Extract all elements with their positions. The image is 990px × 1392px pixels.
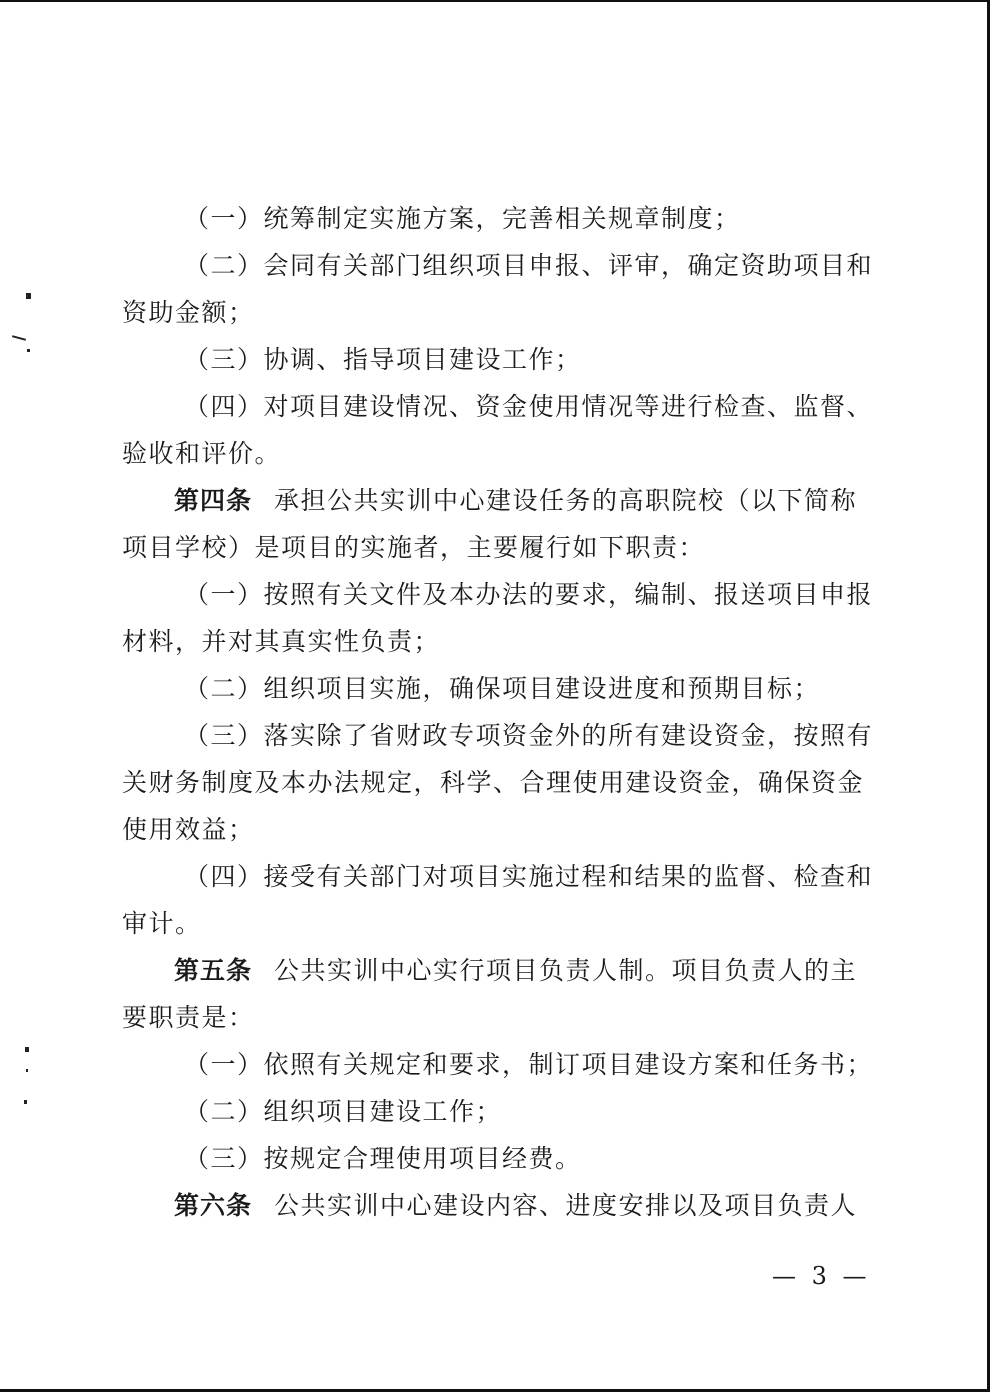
text-line: 材料，并对其真实性负责； (122, 627, 441, 656)
text-line: 要职责是： (122, 1003, 255, 1032)
text-line: （一）按照有关文件及本办法的要求，编制、报送项目申报 (184, 580, 874, 609)
text-line: 公共实训中心实行项目负责人制。项目负责人的主 (274, 956, 858, 985)
text-line: （二）会同有关部门组织项目申报、评审，确定资助项目和 (184, 251, 874, 280)
text-line: 审计。 (122, 909, 202, 938)
text-line: 资助金额； (122, 298, 255, 327)
article-heading: 第五条 (174, 956, 253, 985)
article-5-line (174, 948, 857, 994)
text-line: （四）对项目建设情况、资金使用情况等进行检查、监督、 (184, 392, 874, 421)
scan-speck (26, 293, 31, 299)
scan-speck (26, 1069, 28, 1072)
article-heading: 第四条 (174, 486, 253, 515)
text-line: 项目学校）是项目的实施者，主要履行如下职责： (122, 533, 706, 562)
text-line: 验收和评价。 (122, 439, 282, 468)
text-line: （一）依照有关规定和要求，制订项目建设方案和任务书； (184, 1050, 874, 1079)
text-line: 使用效益； (122, 815, 255, 844)
scan-speck (27, 349, 30, 352)
page-number: — 3 — (772, 1262, 871, 1290)
scan-speck (25, 1047, 29, 1052)
text-line: （三）落实除了省财政专项资金外的所有建设资金，按照有 (184, 721, 874, 750)
text-line: 公共实训中心建设内容、进度安排以及项目负责人 (274, 1191, 858, 1220)
text-line: （四）接受有关部门对项目实施过程和结果的监督、检查和 (184, 862, 874, 891)
text-line: 承担公共实训中心建设任务的高职院校（以下简称 (274, 486, 858, 515)
article-heading: 第六条 (174, 1191, 253, 1220)
text-line: （三）协调、指导项目建设工作； (184, 345, 582, 374)
article-6-line (174, 1183, 857, 1229)
scan-speck (12, 335, 26, 341)
article-4-line (174, 478, 857, 524)
text-line: （二）组织项目建设工作； (184, 1097, 503, 1126)
text-line: （二）组织项目实施，确保项目建设进度和预期目标； (184, 674, 821, 703)
text-line: 关财务制度及本办法规定，科学、合理使用建设资金，确保资金 (122, 768, 865, 797)
text-line: （一）统筹制定实施方案，完善相关规章制度； (184, 204, 741, 233)
scan-speck (24, 1100, 27, 1104)
scan-border-top (0, 0, 990, 2)
text-line: （三）按规定合理使用项目经费。 (184, 1144, 582, 1173)
